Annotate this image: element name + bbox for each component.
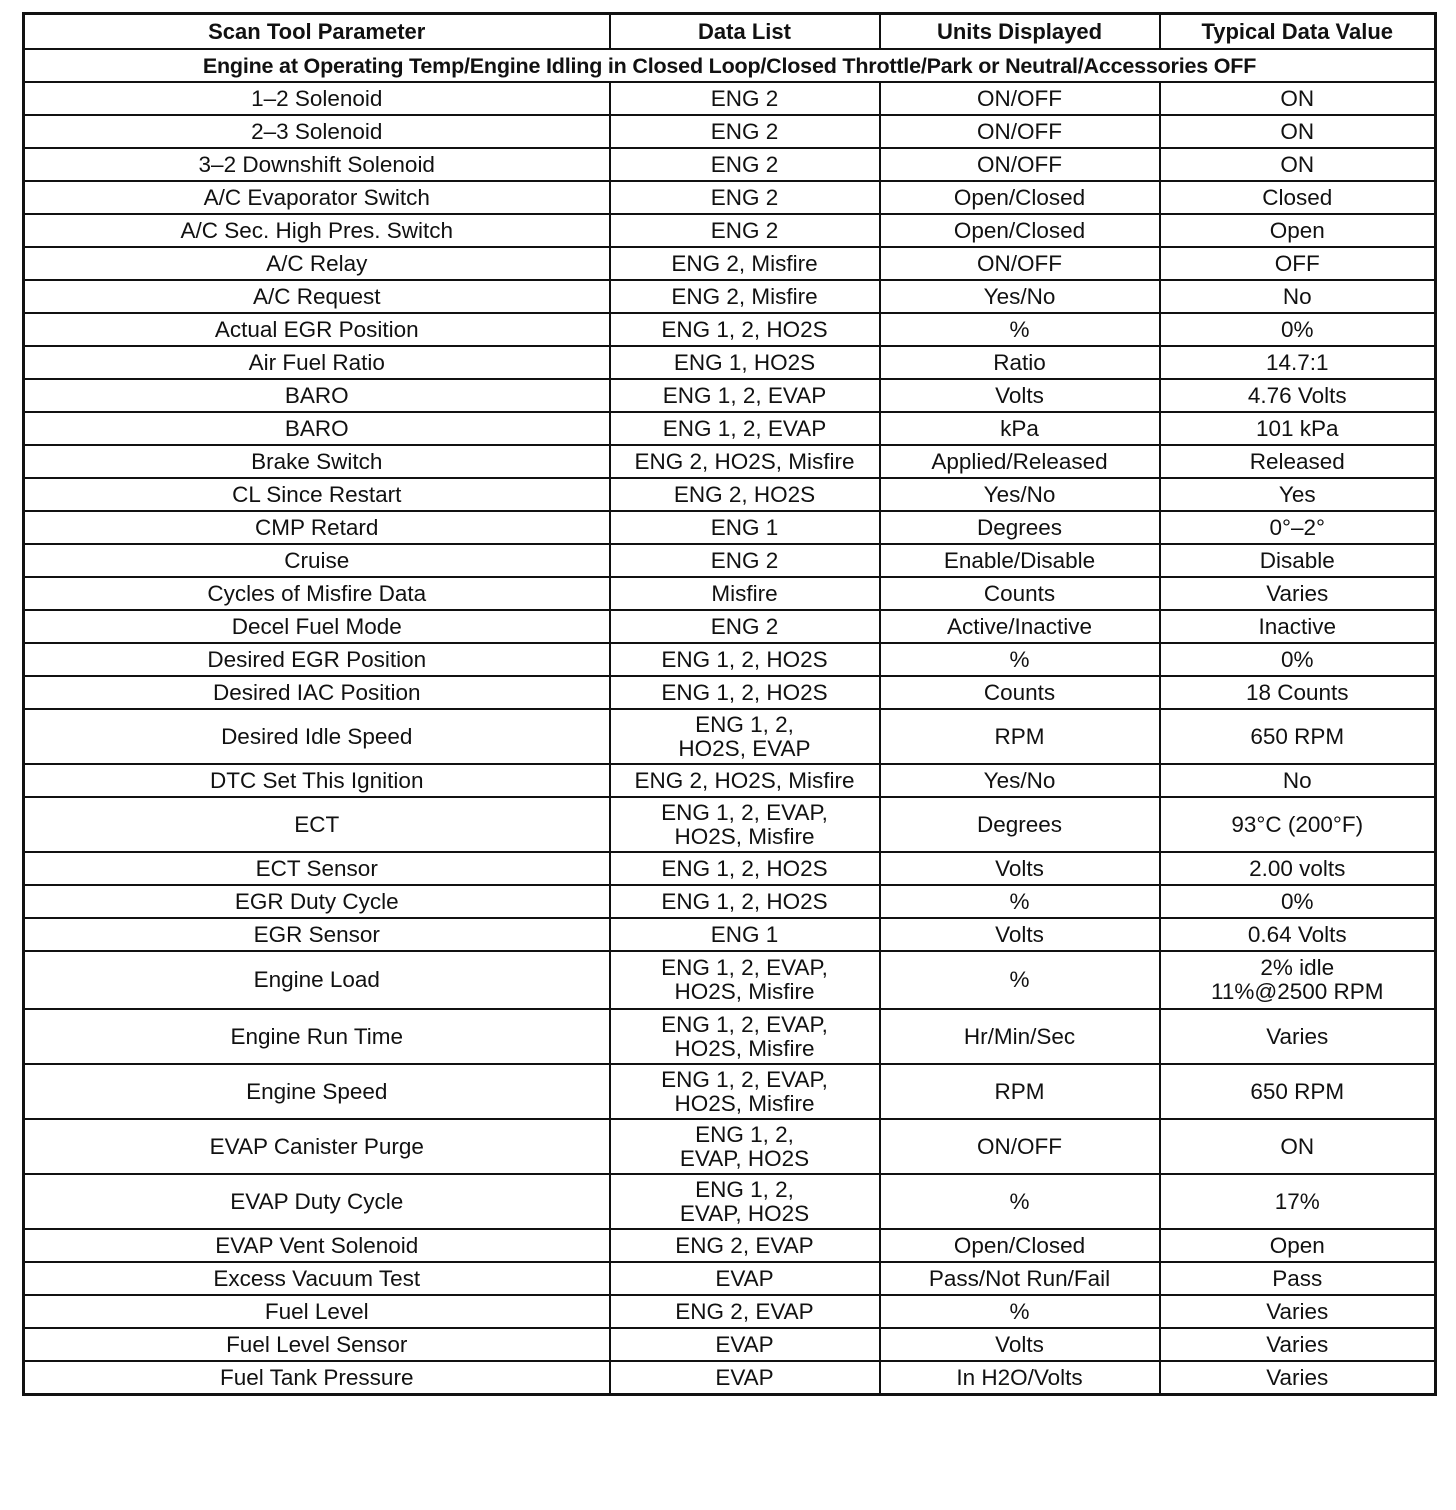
table-row <box>24 1174 1436 1229</box>
cell-data-list <box>610 885 880 918</box>
cell-parameter: ECT <box>24 797 610 852</box>
column-header-parameter: Scan Tool Parameter <box>24 14 610 50</box>
cell-units: Pass/Not Run/Fail <box>880 1262 1160 1295</box>
cell-parameter: Fuel Level Sensor <box>24 1328 610 1361</box>
typical-value-line: Open <box>1269 217 1325 243</box>
typical-value-line: 4.76 Volts <box>1247 382 1347 408</box>
typical-value-line: 11%@2500 RPM <box>1210 979 1384 1004</box>
typical-value-line: Varies <box>1266 1298 1329 1324</box>
cell-data-list <box>610 478 880 511</box>
data-list-line: ENG 1, 2, EVAP, <box>661 1011 828 1037</box>
data-list-line: ENG 1, 2, <box>695 1176 794 1202</box>
cell-data-list <box>610 577 880 610</box>
cell-units: Degrees <box>880 511 1160 544</box>
cell-data-list <box>610 1229 880 1262</box>
table-row <box>24 709 1436 764</box>
cell-parameter: Cruise <box>24 544 610 577</box>
cell-units: In H2O/Volts <box>880 1361 1160 1395</box>
typical-value-line: 0% <box>1280 888 1314 914</box>
table-row <box>24 951 1436 1009</box>
cell-parameter: EVAP Vent Solenoid <box>24 1229 610 1262</box>
cell-data-list <box>610 412 880 445</box>
cell-parameter: 2–3 Solenoid <box>24 115 610 148</box>
cell-units: Counts <box>880 577 1160 610</box>
cell-units: Volts <box>880 1328 1160 1361</box>
data-list-line: ENG 1, HO2S <box>673 349 816 375</box>
cell-typical-value <box>1160 82 1436 115</box>
cell-parameter: EGR Sensor <box>24 918 610 951</box>
cell-units: ON/OFF <box>880 115 1160 148</box>
data-list-line: ENG 2 <box>710 217 779 243</box>
cell-typical-value <box>1160 1119 1436 1174</box>
cell-typical-value <box>1160 379 1436 412</box>
cell-parameter: CMP Retard <box>24 511 610 544</box>
typical-value-line: 0°–2° <box>1269 514 1326 540</box>
cell-parameter: A/C Request <box>24 280 610 313</box>
table-row <box>24 676 1436 709</box>
scan-tool-data-table <box>22 12 1437 1396</box>
data-list-line: ENG 2 <box>710 151 779 177</box>
cell-typical-value <box>1160 346 1436 379</box>
cell-data-list <box>610 797 880 852</box>
cell-typical-value <box>1160 478 1436 511</box>
typical-value-line: Varies <box>1266 1023 1329 1049</box>
data-list-line: ENG 2, Misfire <box>671 250 818 276</box>
table-row <box>24 852 1436 885</box>
typical-value-line: 650 RPM <box>1250 723 1345 749</box>
typical-value-line: Pass <box>1272 1265 1323 1291</box>
typical-value-line: No <box>1282 767 1312 793</box>
cell-units: Volts <box>880 379 1160 412</box>
cell-units: Degrees <box>880 797 1160 852</box>
cell-parameter: Cycles of Misfire Data <box>24 577 610 610</box>
typical-value-line: Varies <box>1266 1364 1329 1390</box>
table-row <box>24 885 1436 918</box>
data-list-line: ENG 1, 2, <box>695 1121 794 1147</box>
condition-row <box>24 49 1436 82</box>
cell-typical-value <box>1160 1174 1436 1229</box>
table-row <box>24 478 1436 511</box>
cell-parameter: Actual EGR Position <box>24 313 610 346</box>
data-list-line: ENG 1, 2, EVAP <box>662 382 827 408</box>
data-list-line: ENG 1, 2, HO2S <box>661 316 828 342</box>
data-list-line: HO2S, Misfire <box>674 1090 815 1116</box>
cell-typical-value <box>1160 181 1436 214</box>
typical-value-line: Yes <box>1278 481 1316 507</box>
typical-value-line: 101 kPa <box>1255 415 1339 441</box>
cell-parameter: EVAP Duty Cycle <box>24 1174 610 1229</box>
table-row <box>24 1262 1436 1295</box>
cell-parameter: BARO <box>24 379 610 412</box>
data-list-line: ENG 1, 2, HO2S <box>661 646 828 672</box>
typical-value-line: Inactive <box>1258 613 1337 639</box>
typical-value-line: 0% <box>1280 316 1314 342</box>
data-list-line: ENG 2 <box>710 118 779 144</box>
cell-typical-value <box>1160 852 1436 885</box>
cell-parameter: DTC Set This Ignition <box>24 764 610 797</box>
cell-typical-value <box>1160 885 1436 918</box>
cell-data-list <box>610 676 880 709</box>
cell-data-list <box>610 852 880 885</box>
data-list-line: HO2S, Misfire <box>674 1035 815 1061</box>
data-list-line: ENG 1, 2, EVAP <box>662 415 827 441</box>
cell-parameter: Engine Load <box>24 951 610 1009</box>
cell-units: Counts <box>880 676 1160 709</box>
table-row <box>24 1295 1436 1328</box>
cell-typical-value <box>1160 709 1436 764</box>
cell-data-list <box>610 346 880 379</box>
cell-data-list <box>610 1174 880 1229</box>
cell-parameter: Engine Run Time <box>24 1009 610 1064</box>
cell-units: ON/OFF <box>880 82 1160 115</box>
data-list-line: ENG 1, 2, HO2S <box>661 888 828 914</box>
cell-data-list <box>610 148 880 181</box>
data-list-line: EVAP <box>715 1331 774 1357</box>
cell-parameter: Desired Idle Speed <box>24 709 610 764</box>
table-row <box>24 148 1436 181</box>
cell-units: Volts <box>880 918 1160 951</box>
data-list-line: HO2S, Misfire <box>674 823 815 849</box>
data-list-line: EVAP <box>715 1265 774 1291</box>
cell-parameter: EGR Duty Cycle <box>24 885 610 918</box>
table-row <box>24 181 1436 214</box>
data-list-line: EVAP <box>715 1364 774 1390</box>
cell-units: kPa <box>880 412 1160 445</box>
cell-typical-value <box>1160 1295 1436 1328</box>
table-body <box>24 49 1436 1395</box>
data-list-line: ENG 1 <box>710 921 779 947</box>
operating-condition: Engine at Operating Temp/Engine Idling in Closed Loop/Closed Throttle/Park or Neutral/Accessories OFF <box>24 49 1436 82</box>
typical-value-line: 2.00 volts <box>1249 855 1346 881</box>
cell-units: ON/OFF <box>880 1119 1160 1174</box>
data-list-line: HO2S, Misfire <box>674 979 815 1004</box>
cell-parameter: A/C Sec. High Pres. Switch <box>24 214 610 247</box>
typical-value-line: ON <box>1280 85 1315 111</box>
table-row <box>24 1361 1436 1395</box>
cell-typical-value <box>1160 115 1436 148</box>
cell-data-list <box>610 1295 880 1328</box>
cell-units: Yes/No <box>880 478 1160 511</box>
cell-units: Open/Closed <box>880 214 1160 247</box>
table-row <box>24 346 1436 379</box>
cell-typical-value <box>1160 1009 1436 1064</box>
column-header-data-list: Data List <box>610 14 880 50</box>
cell-typical-value <box>1160 148 1436 181</box>
cell-units: RPM <box>880 1064 1160 1119</box>
cell-data-list <box>610 511 880 544</box>
cell-typical-value <box>1160 764 1436 797</box>
cell-typical-value <box>1160 1361 1436 1395</box>
table-row <box>24 577 1436 610</box>
data-list-line: ENG 1, 2, <box>695 711 794 737</box>
table-row <box>24 544 1436 577</box>
data-list-line: ENG 1, 2, EVAP, <box>661 1066 828 1092</box>
cell-data-list <box>610 709 880 764</box>
table-row <box>24 214 1436 247</box>
cell-units: Ratio <box>880 346 1160 379</box>
cell-parameter: Air Fuel Ratio <box>24 346 610 379</box>
data-list-line: ENG 1, 2, EVAP, <box>661 799 828 825</box>
cell-data-list <box>610 313 880 346</box>
cell-parameter: Brake Switch <box>24 445 610 478</box>
typical-value-line: Closed <box>1262 184 1333 210</box>
cell-data-list <box>610 764 880 797</box>
typical-value-line: ON <box>1280 151 1315 177</box>
typical-value-line: Varies <box>1266 1331 1329 1357</box>
data-list-line: ENG 2, HO2S <box>673 481 816 507</box>
cell-parameter: Desired IAC Position <box>24 676 610 709</box>
typical-value-line: ON <box>1280 118 1315 144</box>
cell-typical-value <box>1160 280 1436 313</box>
table-row <box>24 610 1436 643</box>
data-list-line: ENG 2 <box>710 85 779 111</box>
data-list-line: Misfire <box>711 580 778 606</box>
cell-typical-value <box>1160 951 1436 1009</box>
data-list-line: ENG 2, HO2S, Misfire <box>634 767 855 793</box>
cell-units: % <box>880 885 1160 918</box>
typical-value-line: 2% idle <box>1260 955 1335 980</box>
cell-data-list <box>610 1328 880 1361</box>
data-list-line: ENG 1, 2, HO2S <box>661 855 828 881</box>
cell-data-list <box>610 544 880 577</box>
header-row <box>24 14 1436 50</box>
cell-typical-value <box>1160 313 1436 346</box>
data-list-line: ENG 1, 2, HO2S <box>661 679 828 705</box>
typical-value-line: OFF <box>1274 250 1320 276</box>
table-row <box>24 1064 1436 1119</box>
cell-data-list <box>610 181 880 214</box>
table-row <box>24 247 1436 280</box>
cell-data-list <box>610 445 880 478</box>
cell-typical-value <box>1160 918 1436 951</box>
data-list-line: ENG 2, Misfire <box>671 283 818 309</box>
cell-units: % <box>880 951 1160 1009</box>
cell-parameter: Engine Speed <box>24 1064 610 1119</box>
cell-typical-value <box>1160 214 1436 247</box>
cell-units: Enable/Disable <box>880 544 1160 577</box>
cell-data-list <box>610 643 880 676</box>
table-row <box>24 1229 1436 1262</box>
cell-units: Yes/No <box>880 764 1160 797</box>
table-row <box>24 511 1436 544</box>
data-list-line: ENG 2 <box>710 547 779 573</box>
table-row <box>24 115 1436 148</box>
cell-data-list <box>610 214 880 247</box>
table-row <box>24 1328 1436 1361</box>
cell-units: % <box>880 313 1160 346</box>
cell-typical-value <box>1160 1229 1436 1262</box>
cell-data-list <box>610 951 880 1009</box>
table-row <box>24 280 1436 313</box>
cell-typical-value <box>1160 1328 1436 1361</box>
data-list-line: ENG 2, EVAP <box>675 1298 814 1324</box>
cell-units: ON/OFF <box>880 148 1160 181</box>
table-row <box>24 412 1436 445</box>
column-header-units: Units Displayed <box>880 14 1160 50</box>
cell-units: RPM <box>880 709 1160 764</box>
cell-parameter: Fuel Level <box>24 1295 610 1328</box>
table-row <box>24 918 1436 951</box>
typical-value-line: 0% <box>1280 646 1314 672</box>
cell-data-list <box>610 247 880 280</box>
typical-value-line: ON <box>1280 1133 1315 1159</box>
cell-parameter: A/C Relay <box>24 247 610 280</box>
cell-data-list <box>610 115 880 148</box>
cell-data-list <box>610 918 880 951</box>
cell-parameter: Excess Vacuum Test <box>24 1262 610 1295</box>
cell-parameter: EVAP Canister Purge <box>24 1119 610 1174</box>
cell-typical-value <box>1160 412 1436 445</box>
table-row <box>24 1009 1436 1064</box>
typical-value-line: 0.64 Volts <box>1247 921 1347 947</box>
cell-units: % <box>880 643 1160 676</box>
cell-units: % <box>880 1174 1160 1229</box>
cell-typical-value <box>1160 676 1436 709</box>
cell-parameter: Desired EGR Position <box>24 643 610 676</box>
typical-value-line: Disable <box>1259 547 1335 573</box>
cell-units: Yes/No <box>880 280 1160 313</box>
cell-parameter: Fuel Tank Pressure <box>24 1361 610 1395</box>
cell-data-list <box>610 1119 880 1174</box>
table-row <box>24 313 1436 346</box>
cell-units: Volts <box>880 852 1160 885</box>
cell-units: Open/Closed <box>880 181 1160 214</box>
typical-value-line: 93°C (200°F) <box>1231 811 1364 837</box>
cell-parameter: 1–2 Solenoid <box>24 82 610 115</box>
cell-typical-value <box>1160 1064 1436 1119</box>
data-list-line: ENG 2, EVAP <box>675 1232 814 1258</box>
table-row <box>24 643 1436 676</box>
data-list-line: ENG 2 <box>710 613 779 639</box>
cell-data-list <box>610 280 880 313</box>
typical-value-line: Released <box>1249 448 1345 474</box>
cell-units: % <box>880 1295 1160 1328</box>
table-header <box>24 14 1436 50</box>
cell-units: Open/Closed <box>880 1229 1160 1262</box>
data-list-line: EVAP, HO2S <box>679 1200 810 1226</box>
cell-units: ON/OFF <box>880 247 1160 280</box>
scan-tool-data-sheet <box>22 12 1434 1396</box>
data-list-line: ENG 1 <box>710 514 779 540</box>
cell-data-list <box>610 82 880 115</box>
data-list-line: ENG 2 <box>710 184 779 210</box>
cell-typical-value <box>1160 610 1436 643</box>
cell-data-list <box>610 1009 880 1064</box>
table-row <box>24 82 1436 115</box>
table-row <box>24 797 1436 852</box>
cell-data-list <box>610 610 880 643</box>
table-row <box>24 1119 1436 1174</box>
cell-typical-value <box>1160 1262 1436 1295</box>
cell-parameter: A/C Evaporator Switch <box>24 181 610 214</box>
typical-value-line: Open <box>1269 1232 1325 1258</box>
table-row <box>24 379 1436 412</box>
cell-parameter: ECT Sensor <box>24 852 610 885</box>
data-list-line: EVAP, HO2S <box>679 1145 810 1171</box>
data-list-line: ENG 2, HO2S, Misfire <box>634 448 855 474</box>
cell-typical-value <box>1160 544 1436 577</box>
table-row <box>24 764 1436 797</box>
cell-parameter: 3–2 Downshift Solenoid <box>24 148 610 181</box>
cell-parameter: Decel Fuel Mode <box>24 610 610 643</box>
typical-value-line: 17% <box>1274 1188 1320 1214</box>
cell-units: Applied/Released <box>880 445 1160 478</box>
cell-parameter: CL Since Restart <box>24 478 610 511</box>
typical-value-line: No <box>1282 283 1312 309</box>
cell-typical-value <box>1160 511 1436 544</box>
cell-units: Active/Inactive <box>880 610 1160 643</box>
cell-data-list <box>610 1361 880 1395</box>
cell-data-list <box>610 1262 880 1295</box>
cell-typical-value <box>1160 797 1436 852</box>
typical-value-line: 650 RPM <box>1250 1078 1345 1104</box>
cell-data-list <box>610 1064 880 1119</box>
cell-data-list <box>610 379 880 412</box>
cell-typical-value <box>1160 247 1436 280</box>
typical-value-line: 14.7:1 <box>1265 349 1329 375</box>
cell-units: Hr/Min/Sec <box>880 1009 1160 1064</box>
cell-typical-value <box>1160 577 1436 610</box>
cell-typical-value <box>1160 445 1436 478</box>
table-row <box>24 445 1436 478</box>
cell-parameter: BARO <box>24 412 610 445</box>
cell-typical-value <box>1160 643 1436 676</box>
data-list-line: ENG 1, 2, EVAP, <box>661 955 828 980</box>
typical-value-line: 18 Counts <box>1245 679 1349 705</box>
column-header-typical-value: Typical Data Value <box>1160 14 1436 50</box>
data-list-line: HO2S, EVAP <box>678 735 811 761</box>
typical-value-line: Varies <box>1266 580 1329 606</box>
